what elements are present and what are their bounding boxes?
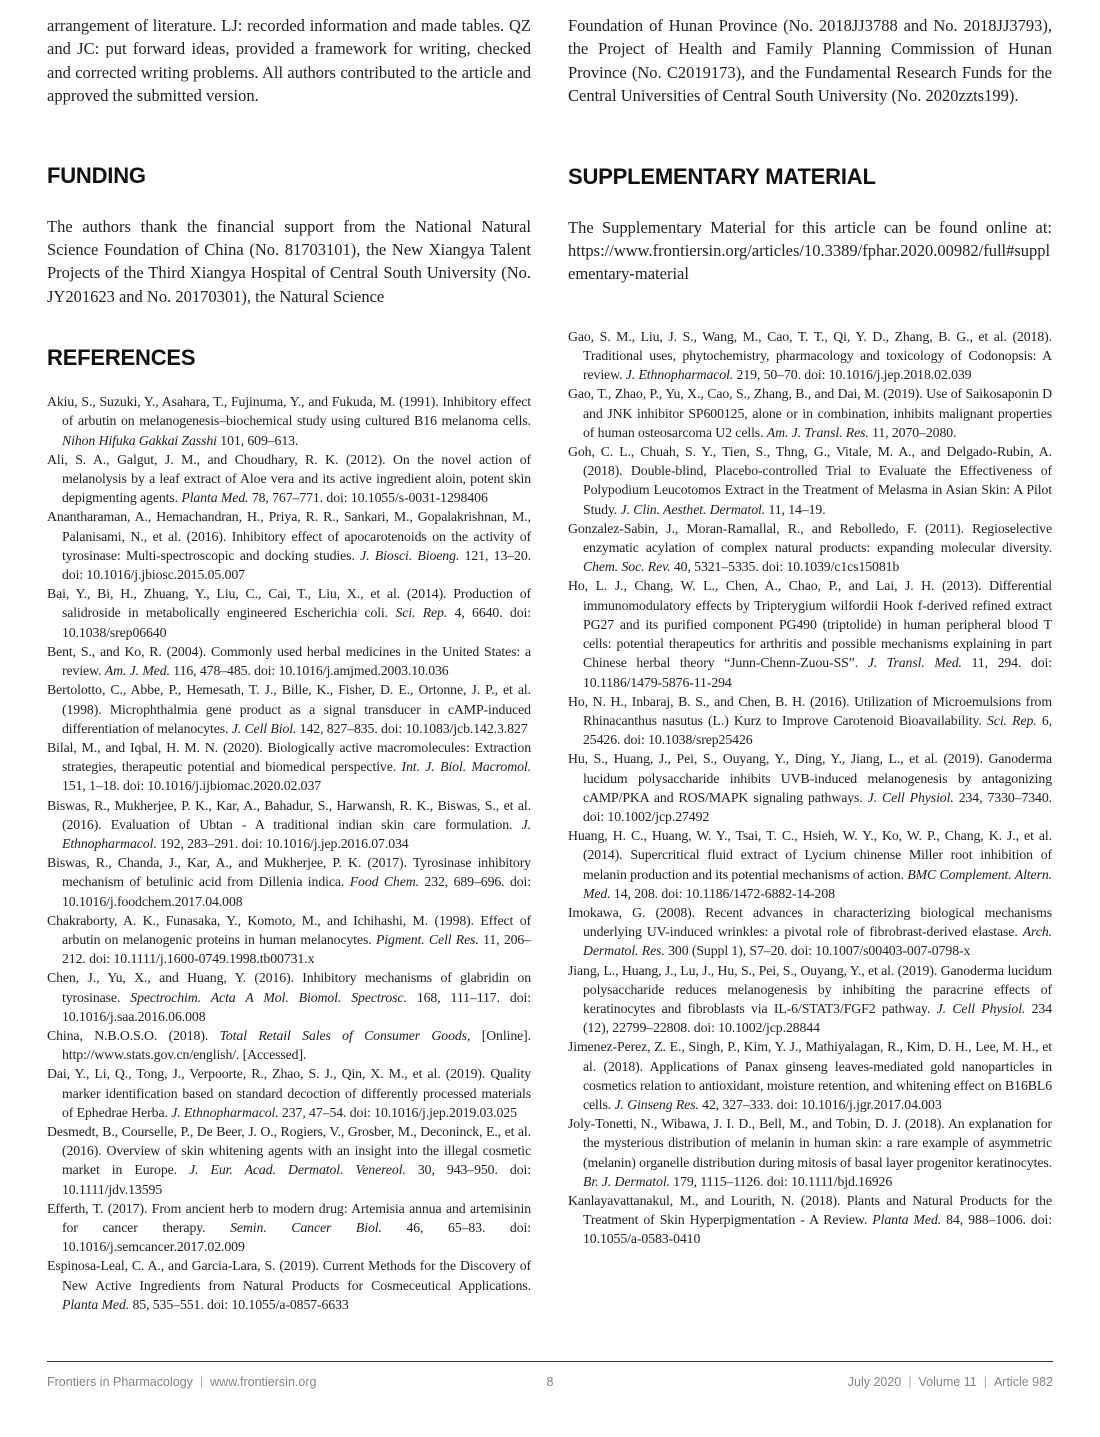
journal-website-link[interactable]: www.frontiersin.org <box>210 1375 317 1389</box>
page-number: 8 <box>546 1375 554 1389</box>
journal-name: Frontiers in Pharmacology <box>47 1375 193 1389</box>
reference-item: Ali, S. A., Galgut, J. M., and Choudhary, R. K. (2012). On the novel action of melanolysis by a leaf extract of Aloe vera and its active ingredient aloin, potent skin depigmenting agents. Planta Med. 78, 767–771. doi: 10.1055/s-0031-1298406 <box>47 451 531 506</box>
reference-item: Akiu, S., Suzuki, Y., Asahara, T., Fujinuma, Y., and Fukuda, M. (1991). Inhibitory effect of arbutin on melanogenesis–biochemical study using cultured B16 melanoma cells. Nihon Hifuka Gakkai Zasshi 101, 609–613. <box>47 394 531 448</box>
reference-item: Imokawa, G. (2008). Recent advances in characterizing biological mechanisms underlying UV-induced wrinkles: a pivotal role of fibrobrast-derived elastase. Arch. Dermatol. Res. 300 (Suppl 1), S7–20. doi: 10.1007/s00403-007-0798-x <box>568 904 1052 959</box>
reference-item: Gao, T., Zhao, P., Yu, X., Cao, S., Zhang, B., and Dai, M. (2019). Use of Saikosaponin D and JNK inhibitor SP600125, alone or in combination, inhibits malignant properties of human osteosarcoma U2 cells. Am. J. Transl. Res. 11, 2070–2080. <box>568 386 1052 440</box>
reference-item: Gonzalez-Sabin, J., Moran-Ramallal, R., and Rebolledo, F. (2011). Regioselective enzymatic acylation of complex natural products: expanding molecular diversity. Chem. Soc. Rev. 40, 5321–5335. doi: 10.1039/c1cs15081b <box>568 520 1052 575</box>
reference-item: Jimenez-Perez, Z. E., Singh, P., Kim, Y. J., Mathiyalagan, R., Kim, D. H., Lee, M. H., et al. (2018). Applications of Panax ginseng leaves-mediated gold nanoparticles in cosmetics relation to antioxidant, moisture retention, and whitening effect on B16BL6 cells. J. Ginseng Res. 42, 327–333. doi: 10.1016/j.jgr.2017.04.003 <box>568 1039 1052 1112</box>
page-footer <box>0 1361 1100 1437</box>
footer-divider <box>47 1361 1053 1362</box>
funding-continuation-text: Foundation of Hunan Province (No. 2018JJ3788 and No. 2018JJ3793), the Project of Health and Family Planning Commission of Hunan Province (No. C2019173), and the Fundamental Research Funds for the Central Universities of Central South University (No. 2020zzts199). <box>568 16 1052 106</box>
footer-separator: | <box>199 1375 204 1389</box>
reference-item: Biswas, R., Chanda, J., Kar, A., and Mukherjee, P. K. (2017). Tyrosinase inhibitory mechanism of betulinic acid from Dillenia indica. Food Chem. 232, 689–696. doi: 10.1016/j.foodchem.2017.04.008 <box>47 855 532 909</box>
reference-item: Kanlayavattanakul, M., and Lourith, N. (2018). Plants and Natural Products for the Treatment of Skin Hyperpigmentation - A Review. Planta Med. 84, 988–1006. doi: 10.1055/a-0583-0410 <box>568 1192 1052 1247</box>
reference-item: Biswas, R., Mukherjee, P. K., Kar, A., Bahadur, S., Harwansh, R. K., Biswas, S., et al. (2016). Evaluation of Ubtan - A traditional indian skin care formulation. J. Ethnopharmacol. 192, 283–291. doi: 10.1016/j.jep.2016.07.034 <box>47 797 531 851</box>
reference-item: China, N.B.O.S.O. (2018). Total Retail Sales of Consumer Goods, [Online]. http://www.stats.gov.cn/english/. [Accessed]. <box>47 1027 531 1063</box>
reference-item: Efferth, T. (2017). From ancient herb to modern drug: Artemisia annua and artemisinin for cancer therapy. Semin. Cancer Biol. 46, 65–83. doi: 10.1016/j.semcancer.2017.02.009 <box>47 1200 531 1255</box>
reference-item: Jiang, L., Huang, J., Lu, J., Hu, S., Pei, S., Ouyang, Y., et al. (2019). Ganoderma lucidum polysaccharide reduces melanogenesis by inhibiting the paracrine effects of keratinocytes and fibroblasts via IL-6/STAT3/FGF2 pathway. J. Cell Physiol. 234 (12), 22799–22808. doi: 10.1002/jcp.28844 <box>568 962 1052 1036</box>
article-label: Article 982 <box>993 1375 1053 1389</box>
supplementary-material-text: The Supplementary Material for this article can be found online at: https://www.frontiersin.org/articles/10.3389/fphar.2020.00982/full#supplementary-material <box>568 217 1052 284</box>
funding-heading: FUNDING <box>47 162 146 188</box>
reference-item: Chakraborty, A. K., Funasaka, Y., Komoto, M., and Ichihashi, M. (1998). Effect of arbutin on melanogenic proteins in human melanocytes. Pigment. Cell Res. 11, 206–212. doi: 10.1111/j.1600-0749.1998.tb00731.x <box>47 912 532 967</box>
reference-item: Ho, L. J., Chang, W. L., Chen, A., Chao, P., and Lai, J. H. (2013). Differential immunomodulatory effects by Tripterygium wilfordii Hook f-derived refined extract PG27 and its purified component PG490 (triptolide) in human peripheral blood T cells: potential therapeutics for arthritis and possible mechanisms explaining in part Chinese herbal theory “Junn-Chenn-Zuou-SS”. J. Transl. Med. 11, 294. doi: 10.1186/1479-5876-11-294 <box>568 578 1053 690</box>
left-column <box>47 14 531 1314</box>
reference-item: Anantharaman, A., Hemachandran, H., Priya, R. R., Sankari, M., Gopalakrishnan, M., Palanisami, N., et al. (2016). Inhibitory effect of apocarotenoids on the activity of tyrosinase: Multi-spectroscopic and docking studies. J. Biosci. Bioeng. 121, 13–20. doi: 10.1016/j.jbiosc.2015.05.007 <box>47 509 531 583</box>
reference-item: Goh, C. L., Chuah, S. Y., Tien, S., Thng, G., Vitale, M. A., and Delgado-Rubin, A. (2018). Double-blind, Placebo-controlled Trial to Evaluate the Effectiveness of Polypodium Leucotomos Extract in the Treatment of Melasma in Asian Skin: A Pilot Study. J. Clin. Aesthet. Dermatol. 11, 14–19. <box>568 444 1052 517</box>
footer-separator: | <box>983 1375 987 1389</box>
issue-date: July 2020 <box>847 1375 902 1389</box>
reference-item: Ho, N. H., Inbaraj, B. S., and Chen, B. H. (2016). Utilization of Microemulsions from Rhinacanthus nasutus (L.) Kurz to Improve Carotenoid Bioavailability. Sci. Rep. 6, 25426. doi: 10.1038/srep25426 <box>568 693 1052 748</box>
right-column <box>568 14 1052 1314</box>
supplementary-material-heading: SUPPLEMENTARY MATERIAL <box>568 163 876 189</box>
footer-right <box>848 1375 1053 1389</box>
footer-separator: | <box>908 1375 912 1389</box>
reference-item: Dai, Y., Li, Q., Tong, J., Verpoorte, R., Zhao, S. J., Qin, X. M., et al. (2019). Quality marker identification based on standard decoction of differently processed materials of Ephedrae Herba. J. Ethnopharmacol. 237, 47–54. doi: 10.1016/j.jep.2019.03.025 <box>47 1066 531 1120</box>
reference-item: Espinosa-Leal, C. A., and Garcia-Lara, S. (2019). Current Methods for the Discovery of New Active Ingredients from Natural Products for Cosmeceutical Applications. Planta Med. 85, 535–551. doi: 10.1055/a-0857-6633 <box>47 1258 531 1312</box>
volume-label: Volume 11 <box>918 1375 977 1389</box>
funding-text: The authors thank the financial support from the National Natural Science Foundation of China (No. 81703101), the New Xiangya Talent Projects of the Third Xiangya Hospital of Central South University (No. JY201623 and No. 20170301), the Natural Science <box>47 216 531 306</box>
reference-item: Bent, S., and Ko, R. (2004). Commonly used herbal medicines in the United States: a review. Am. J. Med. 116, 478–485. doi: 10.1016/j.amjmed.2003.10.036 <box>47 643 531 679</box>
references-list-left <box>47 392 531 1314</box>
reference-item: Gao, S. M., Liu, J. S., Wang, M., Cao, T. T., Qi, Y. D., Zhang, B. G., et al. (2018). Traditional uses, phytochemistry, pharmacology and toxicology of Codonopsis: A review. J. Ethnopharmacol. 219, 50–70. doi: 10.1016/j.jep.2018.02.039 <box>568 328 1052 383</box>
reference-item: Bai, Y., Bi, H., Zhuang, Y., Liu, C., Cai, T., Liu, X., et al. (2014). Production of salidroside in metabolically engineered Escherichia coli. Sci. Rep. 4, 6640. doi: 10.1038/srep06640 <box>47 586 531 640</box>
author-contributions-text: arrangement of literature. LJ: recorded information and made tables. QZ and JC: put forward ideas, provided a framework for writing, checked and corrected writing problems. All authors contributed to the article and approved the submitted version. <box>47 16 531 106</box>
reference-item: Hu, S., Huang, J., Pei, S., Ouyang, Y., Ding, Y., Jiang, L., et al. (2019). Ganoderma lucidum polysaccharide inhibits UVB-induced melanogenesis by antagonizing cAMP/PKA and ROS/MAPK signaling pathways. J. Cell Physiol. 234, 7330–7340. doi: 10.1002/jcp.27492 <box>568 751 1053 824</box>
reference-item: Chen, J., Yu, X., and Huang, Y. (2016). Inhibitory mechanisms of glabridin on tyrosinase. Spectrochim. Acta A Mol. Biomol. Spectrosc. 168, 111–117. doi: 10.1016/j.saa.2016.06.008 <box>47 970 531 1024</box>
reference-item: Desmedt, B., Courselle, P., De Beer, J. O., Rogiers, V., Grosber, M., Deconinck, E., et al. (2016). Overview of skin whitening agents with an insight into the illegal cosmetic market in Europe. J. Eur. Acad. Dermatol. Venereol. 30, 943–950. doi: 10.1111/jdv.13595 <box>47 1123 531 1197</box>
reference-item: Bertolotto, C., Abbe, P., Hemesath, T. J., Bille, K., Fisher, D. E., Ortonne, J. P., et al. (1998). Microphthalmia gene product as a signal transducer in cAMP-induced differentiation of melanocytes. J. Cell Biol. 142, 827–835. doi: 10.1083/jcb.142.3.827 <box>47 682 531 736</box>
references-list-right <box>568 327 1052 1249</box>
reference-item: Huang, H. C., Huang, W. Y., Tsai, T. C., Hsieh, W. Y., Ko, W. P., Chang, K. J., et al. (2014). Supercritical fluid extract of Lycium chinense Miller root inhibition of melanin production and its potential mechanisms of action. BMC Complement. Altern. Med. 14, 208. doi: 10.1186/1472-6882-14-208 <box>568 828 1052 901</box>
references-heading: REFERENCES <box>47 345 196 371</box>
reference-item: Joly-Tonetti, N., Wibawa, J. I. D., Bell, M., and Tobin, D. J. (2018). An explanation for the mysterious distribution of melanin in human skin: a rare example of asymmetric (melanin) organelle distribution during mitosis of basal layer progenitor keratinocytes. Br. J. Dermatol. 179, 1115–1126. doi: 10.1111/bjd.16926 <box>568 1116 1052 1189</box>
reference-item: Bilal, M., and Iqbal, H. M. N. (2020). Biologically active macromolecules: Extraction strategies, therapeutic potential and biomedical perspective. Int. J. Biol. Macromol. 151, 1–18. doi: 10.1016/j.ijbiomac.2020.02.037 <box>47 739 531 794</box>
